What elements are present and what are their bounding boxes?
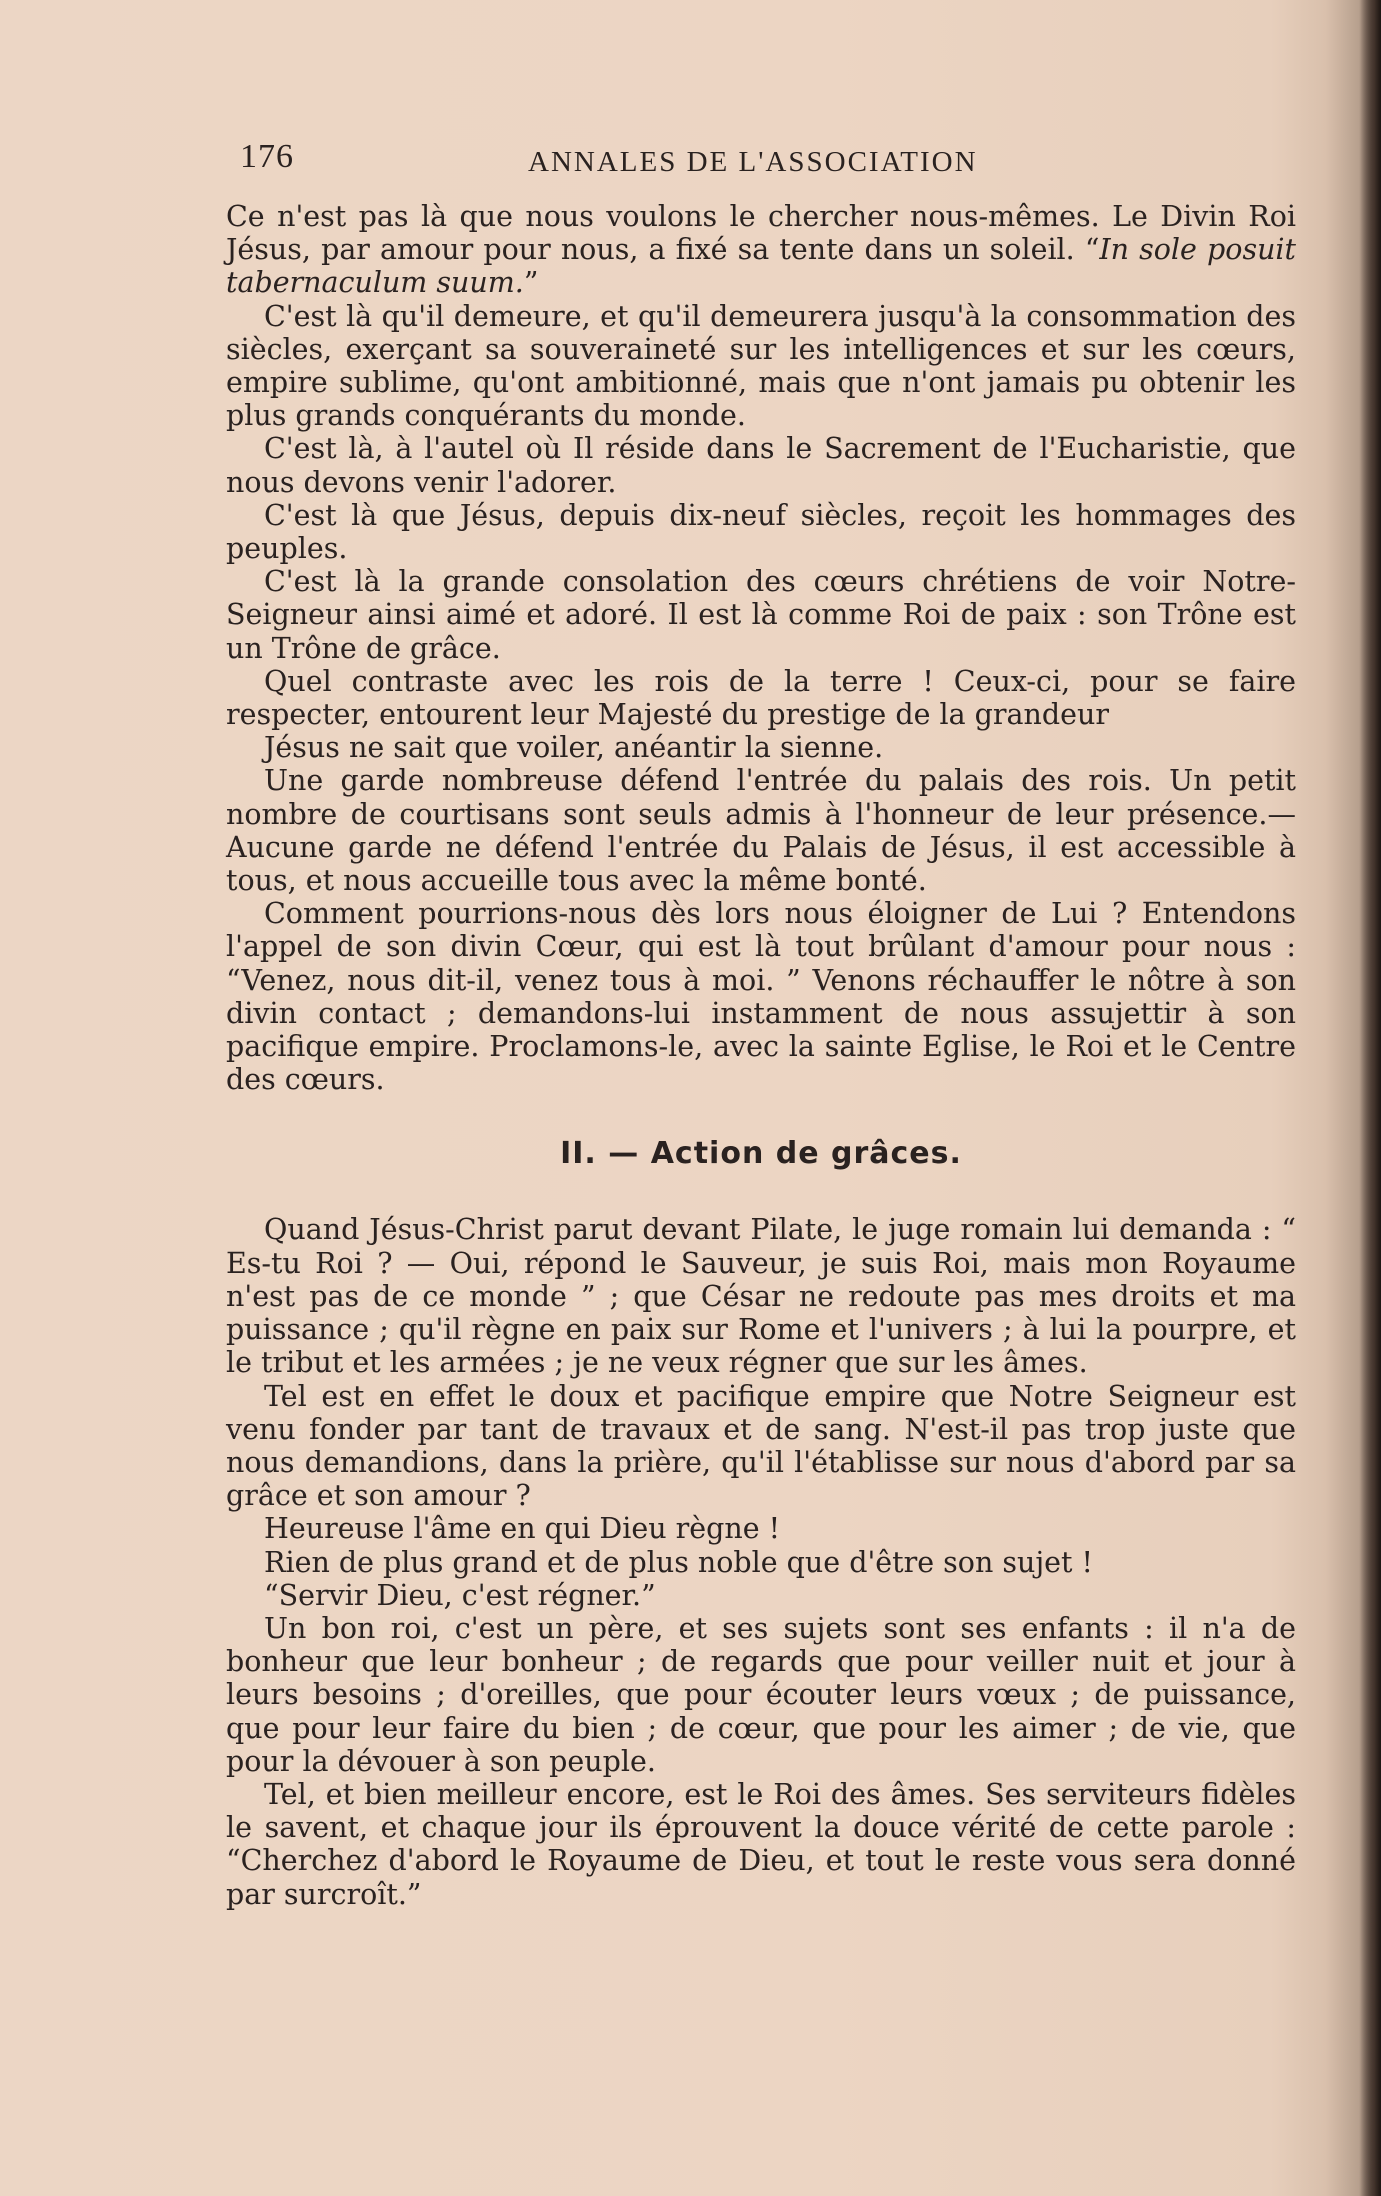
paragraph: C'est là que Jésus, depuis dix-neuf siècles, reçoit les hommages des peuples. — [226, 498, 1296, 566]
paragraph: Heureuse l'âme en qui Dieu règne ! — [264, 1512, 781, 1546]
paragraph: Une garde nombreuse défend l'entrée du palais des rois. Un petit nombre de courtisans sont seuls admis à l'honneur de leur présence.— Aucune garde ne défend l'entrée du Palais de Jésus, il est accessible à tous, et nous accueille tous avec la même bonté. — [226, 764, 1296, 898]
running-head: ANNALES DE L'ASSOCIATION — [528, 146, 978, 178]
paragraph: C'est là la grande consolation des cœurs chrétiens de voir Notre-Seigneur ainsi aimé et adoré. Il est là comme Roi de paix : son Trône est un Trône de grâce. — [226, 565, 1296, 665]
paragraph: C'est là qu'il demeure, et qu'il demeurera jusqu'à la consommation des siècles, exerçant sa souveraineté sur les intelligences et sur les cœurs, empire sublime, qu'ont ambitionné, mais que n'ont jamais pu obtenir les plus grands conquérants du monde. — [226, 299, 1296, 433]
page-content — [226, 138, 1296, 1911]
page-binding-shadow — [1359, 0, 1381, 2196]
section-heading: II. — Action de grâces. — [560, 1136, 962, 1172]
paragraph: Tel est en effet le doux et pacifique empire que Notre Seigneur est venu fonder par tant de travaux et de sang. N'est-il pas trop juste que nous demandions, dans la prière, qu'il l'établisse sur nous d'abord par sa grâce et son amour ? — [226, 1379, 1296, 1513]
paragraph: Quel contraste avec les rois de la terre ! Ceux-ci, pour se faire respecter, entourent leur Majesté du prestige de la grandeur — [226, 664, 1296, 732]
page-number: 176 — [240, 138, 294, 175]
paragraph: Rien de plus grand et de plus noble que d'être son sujet ! — [264, 1545, 1094, 1579]
paragraph: Quand Jésus-Christ parut devant Pilate, le juge romain lui demanda : “ Es-tu Roi ? — Oui, répond le Sauveur, je suis Roi, mais mon Royaume n'est pas de ce monde ” ; que César ne redoute pas mes droits et ma puissance ; qu'il règne en paix sur Rome et l'univers ; à lui la pourpre, et le tribut et les armées ; je ne veux régner que sur les âmes. — [226, 1213, 1296, 1380]
paragraph: C'est là, à l'autel où Il réside dans le Sacrement de l'Eucharistie, que nous devons venir l'adorer. — [226, 432, 1296, 499]
page-header — [226, 138, 1296, 200]
latin-quote: In sole posuit tabernaculum suum. — [226, 233, 1296, 300]
paragraph: Comment pourrions-nous dès lors nous éloigner de Lui ? Entendons l'appel de son divin Cœur, qui est là tout brûlant d'amour pour nous : “Venez, nous dit-il, venez tous à moi. ” Venons réchauffer le nôtre à son divin contact ; demandons-lui instamment de nous assujettir à son pacifique empire. Proclamons-le, avec la sainte Eglise, le Roi et le Centre des cœurs. — [226, 897, 1296, 1097]
paragraph: Ce n'est pas là que nous voulons le chercher nous-mêmes. Le Divin Roi Jésus, par amour pour nous, a fixé sa tente dans un soleil. “In sole posuit tabernaculum suum.” — [226, 200, 1296, 300]
paragraph: Jésus ne sait que voiler, anéantir la sienne. — [264, 731, 884, 765]
paragraph: Tel, et bien meilleur encore, est le Roi des âmes. Ses serviteurs fidèles le savent, et chaque jour ils éprouvent la douce vérité de cette parole : “Cherchez d'abord le Royaume de Dieu, et tout le reste vous sera donné par surcroît.” — [226, 1777, 1296, 1911]
paragraph: Un bon roi, c'est un père, et ses sujets sont ses enfants : il n'a de bonheur que leur bonheur ; de regards que pour veiller nuit et jour à leurs besoins ; d'oreilles, que pour écouter leurs vœux ; de puissance, que pour leur faire du bien ; de cœur, que pour les aimer ; de vie, que pour la dévouer à son peuple. — [226, 1611, 1296, 1778]
paragraph: “Servir Dieu, c'est régner.” — [264, 1578, 656, 1612]
